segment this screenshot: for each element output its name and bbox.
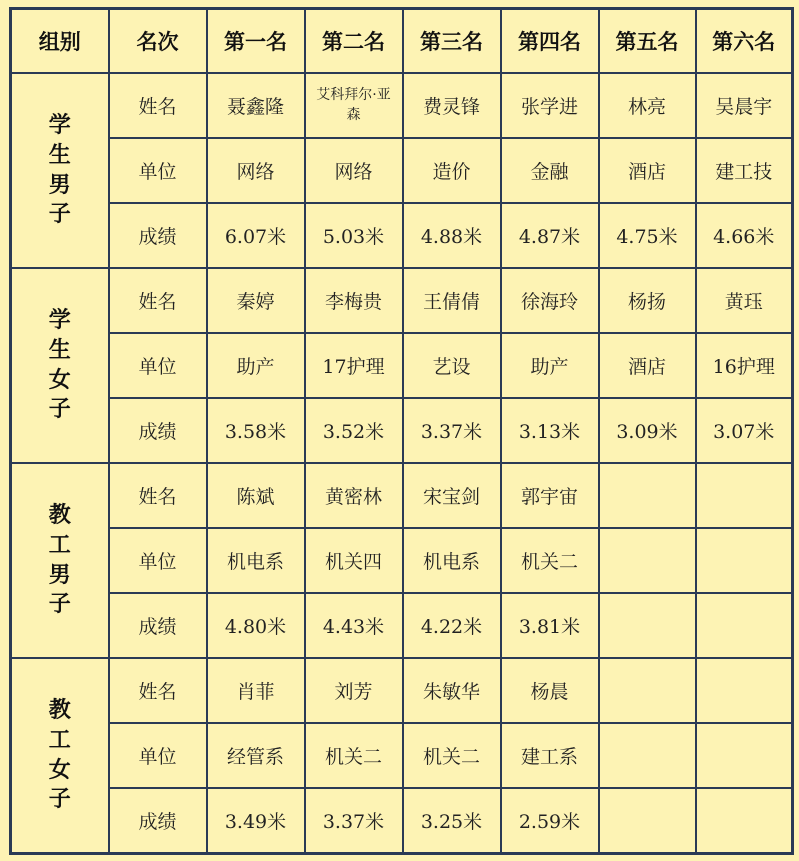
cell-unit: 助产 — [207, 333, 305, 398]
cell-score: 4.22米 — [403, 593, 501, 658]
cell-unit — [696, 528, 793, 593]
cell-unit: 16护理 — [696, 333, 793, 398]
group-title: 学生男子 — [11, 73, 109, 268]
row-label-name: 姓名 — [109, 73, 207, 138]
table-row — [11, 658, 793, 723]
row-label-score: 成绩 — [109, 203, 207, 268]
row-label-name: 姓名 — [109, 658, 207, 723]
cell-name: 郭宇宙 — [501, 463, 599, 528]
cell-unit: 酒店 — [599, 333, 696, 398]
cell-score: 3.49米 — [207, 788, 305, 854]
cell-name: 宋宝剑 — [403, 463, 501, 528]
table-row — [11, 398, 793, 463]
cell-name: 朱敏华 — [403, 658, 501, 723]
cell-score: 5.03米 — [305, 203, 403, 268]
cell-name: 黄珏 — [696, 268, 793, 333]
cell-unit — [599, 723, 696, 788]
cell-score: 6.07米 — [207, 203, 305, 268]
cell-name: 杨扬 — [599, 268, 696, 333]
cell-score: 4.88米 — [403, 203, 501, 268]
table-row — [11, 73, 793, 138]
cell-unit: 经管系 — [207, 723, 305, 788]
cell-score — [696, 593, 793, 658]
cell-name: 王倩倩 — [403, 268, 501, 333]
cell-score: 3.09米 — [599, 398, 696, 463]
table-row — [11, 593, 793, 658]
cell-score: 4.66米 — [696, 203, 793, 268]
group-title: 学生女子 — [11, 268, 109, 463]
cell-name: 费灵锋 — [403, 73, 501, 138]
header-row — [11, 9, 793, 74]
cell-name — [696, 658, 793, 723]
cell-unit: 艺设 — [403, 333, 501, 398]
cell-name: 艾科拜尔·亚森 — [305, 73, 403, 138]
table-row — [11, 788, 793, 854]
cell-name: 杨晨 — [501, 658, 599, 723]
table-row — [11, 203, 793, 268]
row-label-unit: 单位 — [109, 138, 207, 203]
cell-name: 肖菲 — [207, 658, 305, 723]
cell-score: 3.52米 — [305, 398, 403, 463]
cell-unit: 17护理 — [305, 333, 403, 398]
table-row — [11, 333, 793, 398]
cell-unit: 建工技 — [696, 138, 793, 203]
header-rank: 名次 — [109, 9, 207, 74]
cell-unit: 机电系 — [403, 528, 501, 593]
table-row — [11, 463, 793, 528]
row-label-unit: 单位 — [109, 528, 207, 593]
cell-unit — [599, 528, 696, 593]
group-title: 教工女子 — [11, 658, 109, 854]
cell-unit: 助产 — [501, 333, 599, 398]
cell-score: 3.37米 — [403, 398, 501, 463]
cell-score: 3.81米 — [501, 593, 599, 658]
table-row — [11, 138, 793, 203]
cell-score: 2.59米 — [501, 788, 599, 854]
cell-score: 3.25米 — [403, 788, 501, 854]
cell-name: 秦婷 — [207, 268, 305, 333]
header-place-2: 第二名 — [305, 9, 403, 74]
cell-score: 4.87米 — [501, 203, 599, 268]
cell-unit: 网络 — [305, 138, 403, 203]
header-group: 组别 — [11, 9, 109, 74]
table-row — [11, 528, 793, 593]
cell-name: 聂鑫隆 — [207, 73, 305, 138]
cell-name: 徐海玲 — [501, 268, 599, 333]
row-label-score: 成绩 — [109, 788, 207, 854]
cell-unit — [696, 723, 793, 788]
cell-name: 刘芳 — [305, 658, 403, 723]
cell-score: 3.37米 — [305, 788, 403, 854]
cell-unit: 机关二 — [403, 723, 501, 788]
row-label-score: 成绩 — [109, 593, 207, 658]
cell-unit: 金融 — [501, 138, 599, 203]
row-label-unit: 单位 — [109, 333, 207, 398]
cell-unit: 网络 — [207, 138, 305, 203]
cell-score: 4.75米 — [599, 203, 696, 268]
cell-unit: 机关二 — [305, 723, 403, 788]
cell-score: 3.58米 — [207, 398, 305, 463]
cell-unit: 机关二 — [501, 528, 599, 593]
cell-unit: 机关四 — [305, 528, 403, 593]
cell-name: 黄密林 — [305, 463, 403, 528]
cell-score — [599, 593, 696, 658]
group-title: 教工男子 — [11, 463, 109, 658]
cell-name — [599, 463, 696, 528]
cell-name: 吴晨宇 — [696, 73, 793, 138]
cell-score — [696, 788, 793, 854]
cell-name: 李梅贵 — [305, 268, 403, 333]
cell-score — [599, 788, 696, 854]
cell-name: 张学进 — [501, 73, 599, 138]
cell-unit: 造价 — [403, 138, 501, 203]
row-label-unit: 单位 — [109, 723, 207, 788]
row-label-name: 姓名 — [109, 463, 207, 528]
cell-name: 陈斌 — [207, 463, 305, 528]
header-place-4: 第四名 — [501, 9, 599, 74]
table-row — [11, 268, 793, 333]
cell-unit: 建工系 — [501, 723, 599, 788]
results-table — [9, 7, 794, 855]
row-label-name: 姓名 — [109, 268, 207, 333]
cell-name: 林亮 — [599, 73, 696, 138]
cell-unit: 机电系 — [207, 528, 305, 593]
cell-name — [599, 658, 696, 723]
cell-score: 4.80米 — [207, 593, 305, 658]
cell-name — [696, 463, 793, 528]
cell-score: 4.43米 — [305, 593, 403, 658]
header-place-1: 第一名 — [207, 9, 305, 74]
cell-score: 3.07米 — [696, 398, 793, 463]
cell-score: 3.13米 — [501, 398, 599, 463]
cell-unit: 酒店 — [599, 138, 696, 203]
header-place-5: 第五名 — [599, 9, 696, 74]
header-place-6: 第六名 — [696, 9, 793, 74]
row-label-score: 成绩 — [109, 398, 207, 463]
header-place-3: 第三名 — [403, 9, 501, 74]
table-row — [11, 723, 793, 788]
